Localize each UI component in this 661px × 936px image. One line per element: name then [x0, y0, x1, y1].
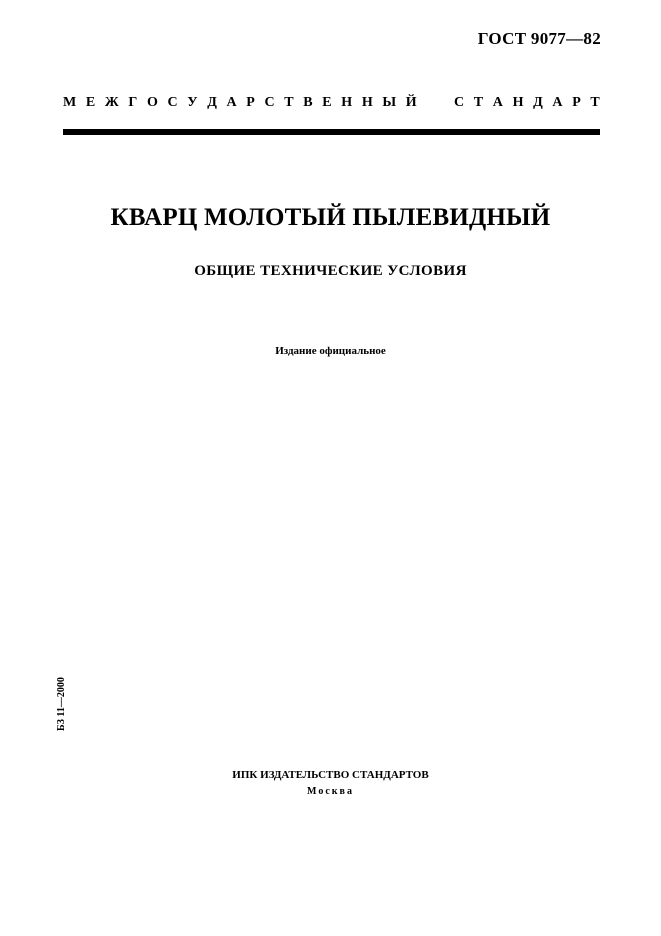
heading-letter: Е	[322, 95, 332, 110]
heading-letter: У	[187, 95, 198, 110]
header-rule	[63, 129, 600, 135]
heading-letter: Е	[85, 95, 96, 110]
word-gap	[426, 95, 444, 111]
heading-letter: Н	[341, 95, 353, 110]
heading-letter: Г	[128, 95, 138, 110]
heading-letter: Р	[572, 95, 581, 110]
heading-letter: Д	[533, 95, 543, 110]
heading-letter: С	[454, 95, 465, 110]
standard-type-heading	[63, 95, 600, 111]
edition-note: Издание официальное	[275, 345, 386, 357]
heading-letter: Ы	[382, 95, 397, 110]
heading-letter: Т	[473, 95, 484, 110]
heading-letter: А	[226, 95, 237, 110]
heading-letter: Д	[207, 95, 217, 110]
heading-letter: А	[492, 95, 503, 110]
document-subtitle: ОБЩИЕ ТЕХНИЧЕСКИЕ УСЛОВИЯ	[194, 263, 467, 279]
heading-letter: Ж	[104, 95, 119, 110]
heading-letter: С	[167, 95, 178, 110]
heading-letter: Т	[284, 95, 294, 110]
heading-letter: Р	[246, 95, 255, 110]
document-code: ГОСТ 9077—82	[477, 29, 601, 48]
heading-letter: А	[552, 95, 563, 110]
heading-letter: Н	[361, 95, 373, 110]
heading-letter: М	[63, 95, 77, 110]
side-catalog-code: БЗ 11—2000	[56, 677, 67, 731]
heading-letter: Н	[512, 95, 524, 110]
publisher-name: ИПК ИЗДАТЕЛЬСТВО СТАНДАРТОВ	[232, 769, 429, 781]
heading-letter: С	[264, 95, 275, 110]
heading-letter: Т	[590, 95, 600, 110]
heading-letter: Й	[405, 95, 417, 110]
heading-letter: О	[146, 95, 158, 110]
publisher-city: Москва	[307, 786, 354, 797]
heading-letter: В	[303, 95, 313, 110]
document-title: КВАРЦ МОЛОТЫЙ ПЫЛЕВИДНЫЙ	[110, 204, 551, 231]
